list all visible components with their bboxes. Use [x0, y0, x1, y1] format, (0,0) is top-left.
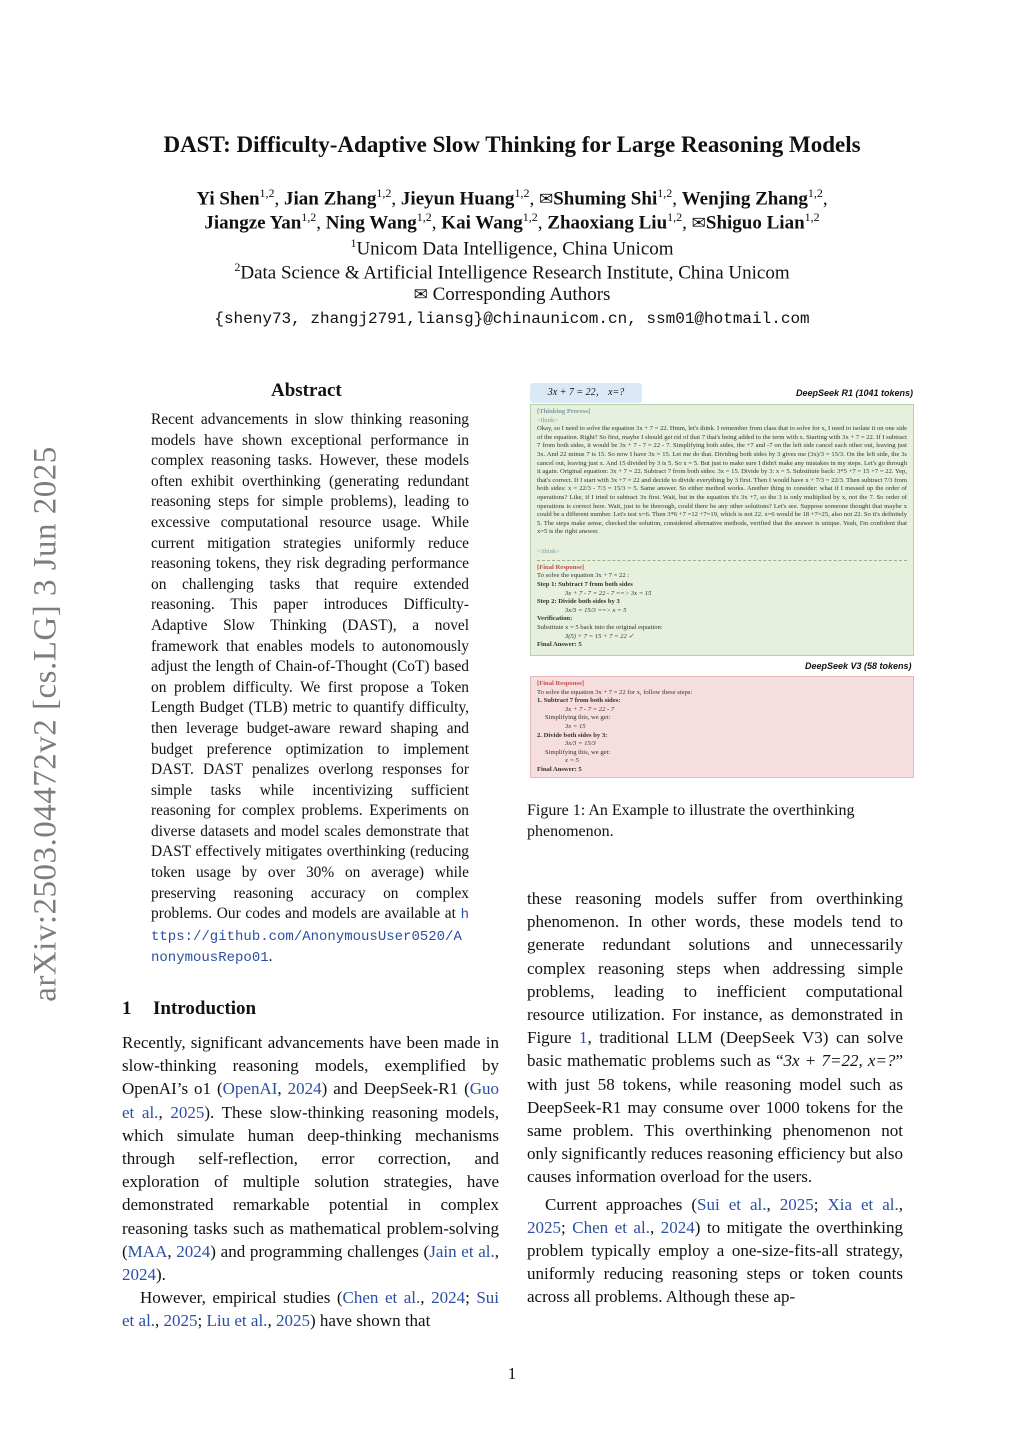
citation-link[interactable]: 1: [578, 1028, 588, 1048]
paper-title: DAST: Difficulty-Adaptive Slow Thinking for Large Reasoning Models: [163, 132, 861, 157]
figure-response-line: Final Answer: 5: [537, 641, 582, 649]
figure-response-line: 1. Subtract 7 from both sides:: [537, 697, 621, 705]
arxiv-sidebar-stamp: arXiv:2503.04472v2 [cs.LG] 3 Jun 2025: [27, 446, 64, 1002]
figure-response-line: Step 1: Subtract 7 from both sides: [537, 580, 633, 588]
abstract-body: Recent advancements in slow thinking reasoning models have shown exceptional performance in complex reasoning tasks. However, these models often exhibit overthinking (generating redundant reasoning steps for simple problems), leading to excessive computational resource usage. While current mitigation strategies uniformly reduce reasoning tokens, they risk degrading performance on challenging tasks that require extended reasoning. This paper introduces Difficulty-Adaptive Slow Thinking (DAST), a novel framework that enables models to autonomously adjust the length of Chain-of-Thought (CoT) based on problem difficulty. We first propose a Token Length Budget (TLB) metric to quantify difficulty, then leverage budget-aware reward shaping and budget preference optimization to implement DAST. DAST penalizes overlong responses for simple tasks while incentivizing sufficient reasoning for complex problems. Experiments on diverse datasets and model scales demonstrate that DAST effectively mitigates overthinking (reducing token usage by over 30% on average) while preserving reasoning accuracy on complex problems. Our codes and models are available at https://github.com/AnonymousUser0520/AnonymousRepo01.: [151, 411, 469, 967]
deepseek-r1-response-box: [Thinking Process] <think> Okay, so I need to solve the equation 3x + 7 = 22. Hmm, let's think. I remember from class that to solve for x, I need to isolate it on one side of the equation. Right? So first, maybe I should get rid of that 7 that's being added to the term with x. Starting with 3x + 7 = 22. If I subtract 7 from both sides, it would be 3x + 7 - 7 = 22 - 7. Simplifying both sides, the +7 and -7 on the left side cancel each other out, leaving just 3x. And 22 minus 7 is 15. So now I have 3x = 15. Let me do that. Dividing both sides by 3 gives me (3x)/3 = 15/3. On the left side, the 3s cancel out, leaving just x. And 15 divided by 3 is 5. So x = 5. But just to make sure I didn't make any mistakes in my steps. Let's go through it again. Original equation: 3x + 7 = 22. Subtract 7 from both sides: 3x = 15. Divide by 3: x = 5. Substitute back: 3*5 +7 = 15 +7 = 22. Yep, that's correct. If I start with 3x +7 = 22 and decide to divide everything by 3 first. Then I would have x + 7/3 = 22/3. Then subtract 7/3 from both sides: x = 22/3 - 7/3 = 15/3 = 5. Same answer. So either method works. Another thing to consider: what if I messed up the order of operations? Like, if I tried to subtract 3x first. Wait, but in the equation it's 3x +7, so the 3 is only multiplied by x, not the 7. So order of operations is correct here. Wait, just to be thorough, could there be any other solutions? Let's see. Suppose someone thought that maybe x could be a different number. Let's test x=6. Then 3*6 +7 =12 +7=19, which is not 22. x=6 would be 18 +7=25, also not 22. So it's definitely 5. The steps make sense, checked the solution, considered alternative methods, verified that the answer is unique. Yeah, I'm confident that x=5 is the right answer. </think> [Final Response] To solve the equation 3x + 7 = 22 : Step 1: Subtract 7 from both sides 3x + 7 - 7 = 22 - 7 ==> 3x = 15 Step 2: Divide both sides by 3 3x/3 = 15/3 ==> x = 5 Verification: Substitute x = 5 back into the original equation: 3(5) + 7 = 15 + 7 = 22 ✓ Final Answer: 5: [530, 404, 914, 656]
author-emails: {sheny73, zhangj2791,liansg}@chinaunicom.cn, ssm01@hotmail.com: [214, 310, 810, 328]
citation-link[interactable]: Liu et al.: [206, 1311, 268, 1331]
envelope-icon: ✉: [538, 189, 554, 209]
citation-link[interactable]: 2024: [176, 1241, 211, 1261]
figure-response-line: Final Answer: 5: [537, 765, 582, 773]
author-name: Zhaoxiang Liu: [547, 212, 668, 234]
abstract-heading: Abstract: [271, 380, 342, 401]
deepseek-v3-label: DeepSeek V3 (58 tokens): [805, 661, 912, 671]
affiliation-1: $^1$Unicom Data Intelligence, China Unicom: [350, 236, 674, 260]
deepseek-v3-final-response: [537, 689, 907, 775]
figure-response-line: Step 2: Divide both sides by 3: [537, 598, 620, 606]
figure-response-line: Verification:: [537, 615, 573, 623]
figure-response-line: 3x/3 = 15/3: [565, 740, 596, 748]
section-heading-introduction: 1 Introduction: [122, 998, 257, 1019]
citation-link[interactable]: Jain et al.: [429, 1241, 495, 1261]
citation-link[interactable]: 2024: [122, 1265, 156, 1285]
author-name: Wenjing Zhang: [681, 188, 808, 210]
figure-response-line: Simplifying this, we get:: [545, 748, 611, 756]
intro-paragraph-2: However, empirical studies (Chen et al., 2024; Sui et al., 2025; Liu et al., 2025) have shown that: [122, 1288, 500, 1331]
deepseek-r1-label: DeepSeek R1 (1041 tokens): [796, 388, 914, 398]
figure-response-line: Substitute x = 5 back into the original equation:: [537, 623, 663, 631]
citation-link[interactable]: 2025: [779, 1194, 814, 1214]
citation-link[interactable]: Xia et al.: [827, 1194, 899, 1214]
citation-link[interactable]: Chen et al.: [572, 1217, 650, 1237]
page-number: 1: [507, 1364, 517, 1383]
citation-link[interactable]: 2024: [660, 1217, 695, 1237]
citation-link[interactable]: OpenAI: [222, 1079, 278, 1099]
repo-link[interactable]: https://github.com/AnonymousUser0520/AnonymousRepo01: [151, 907, 469, 967]
figure-caption: Figure 1: An Example to illustrate the overthinking phenomenon.: [527, 802, 855, 840]
figure-response-line: To solve the equation 3x + 7 = 22 for x, follow these steps:: [537, 688, 693, 696]
author-name: Shuming Shi: [553, 188, 658, 210]
envelope-icon: ✉: [691, 213, 706, 233]
intro-paragraph-4: Current approaches (Sui et al., 2025; Xia et al., 2025; Chen et al., 2024) to mitigate the overthinking problem typically employ a one-size-fits-all strategy, uniformly reducing reasoning steps or token counts across all problems. Although these ap-: [527, 1194, 904, 1307]
figure-response-line: 2. Divide both sides by 3:: [537, 731, 608, 739]
thinking-text: Okay, so I need to solve the equation 3x + 7 = 22. Hmm, let's think. I remember from class that to solve for x, I need to isolate it on one side of the equation. Right? So first, maybe I should get rid of that 7 that's being added to the term with x. Starting with 3x + 7 = 22. If I subtract 7 from both sides, it would be 3x + 7 - 7 = 22 - 7. Simplifying both sides, the +7 and -7 on the left side cancel each other out, leaving just 3x. And 22 minus 7 is 15. So now I have 3x = 15. Let me do that. Dividing both sides by 3 gives me (3x)/3 = 15/3. On the left side, the 3s cancel out, leaving just x. And 15 divided by 3 is 5. So x = 5. But just to make sure I didn't make any mistakes in my steps. Let's go through it again. Original equation: 3x + 7 = 22. Subtract 7 from both sides: 3x = 15. Divide by 3: x = 5. Substitute back: 3*5 +7 = 15 +7 = 22. Yep, that's correct. If I start with 3x +7 = 22 and decide to divide everything by 3 first. Then I would have x + 7/3 = 22/3. Then subtract 7/3 from both sides: x = 22/3 - 7/3 = 15/3 = 5. Same answer. So either method works. Another thing to consider: what if I messed up the order of operations? Like, if I tried to subtract 3x first. Wait, but in the equation it's 3x +7, so the 3 is only multiplied by x, not the 7. So order of operations is correct here. Wait, just to be thorough, could there be any other solutions? Let's see. Suppose someone thought that maybe x could be a different number. Let's test x=6. Then 3*6 +7 =12 +7=19, which is not 22. x=6 would be 18 +7=25, also not 22. So it's definitely 5. The steps make sense, checked the solution, considered alternative methods, verified that the answer is unique. Yeah, I'm confident that x=5 is the right answer.: [537, 425, 907, 536]
author-name: Kai Wang: [441, 212, 523, 234]
author-name: Jiangze Yan: [204, 212, 302, 234]
citation-link[interactable]: 2025: [527, 1217, 561, 1237]
citation-link[interactable]: Sui et al.: [122, 1288, 500, 1331]
envelope-icon: ✉: [413, 285, 428, 304]
intro-paragraph-3: these reasoning models suffer from overthinking phenomenon. In other words, these models tend to generate redundant solutions and unnecessarily complex reasoning steps when addressing simple problems, leading to inefficient computational resource utilization. For instance, as demonstrated in Figure 1, traditional LLM (DeepSeek V3) can solve basic mathematic problems such as “3x + 7=22, x=?” with just 58 tokens, while reasoning model such as DeepSeek-R1 may consume over 1000 tokens for the same problem. This overthinking phenomenon not only significantly reduces reasoning efficiency but also causes information overload for the users.: [527, 889, 903, 1187]
figure-question-bubble: 3x + 7 = 22， x=?: [530, 383, 642, 403]
citation-link[interactable]: 2025: [170, 1102, 205, 1122]
figure-response-line: 3x + 7 - 7 = 22 - 7: [565, 705, 615, 713]
citation-link[interactable]: MAA: [127, 1241, 168, 1261]
citation-link[interactable]: 2025: [275, 1311, 310, 1331]
figure-response-line: To solve the equation 3x + 7 = 22 :: [537, 572, 630, 580]
author-name: Shiguo Lian: [705, 212, 805, 234]
citation-link[interactable]: Chen et al.: [342, 1288, 421, 1308]
author-name: Jian Zhang: [284, 188, 377, 210]
corresponding-authors-note: ✉ Corresponding Authors: [413, 284, 611, 305]
figure-response-line: Simplifying this, we get:: [545, 714, 611, 722]
affiliation-2: $^2$Data Science & Artificial Intelligence Research Institute, China Unicom: [234, 260, 790, 284]
citation-link[interactable]: 2024: [287, 1079, 322, 1099]
intro-column-right: [527, 887, 903, 1309]
author-name: Yi Shen: [196, 188, 260, 210]
figure-response-line: x = 5: [565, 757, 579, 765]
intro-paragraph-1: Recently, significant advancements have been made in slow-thinking reasoning models, exemplified by OpenAI’s o1 (OpenAI, 2024) and DeepSeek-R1 (Guo et al., 2025). These slow-thinking reasoning models, which simulate human deep-thinking mechanisms through self-reflection, error correction, and exploration of multiple solution strategies, have demonstrated remarkable potential in complex reasoning tasks such as mathematical problem-solving (MAA, 2024) and programming challenges (Jain et al., 2024).: [122, 1033, 500, 1285]
author-name: Jieyun Huang: [400, 188, 515, 210]
citation-link[interactable]: 2025: [163, 1311, 198, 1331]
authors-line-2: Jiangze Yan$^{1,2}$, Ning Wang$^{1,2}$, Kai Wang$^{1,2}$, Zhaoxiang Liu$^{1,2}$, ✉Shiguo Lian$^{1,2}$: [204, 210, 820, 234]
author-name: Ning Wang: [325, 212, 417, 234]
figure-response-line: 3x + 7 - 7 = 22 - 7 ==> 3x = 15: [565, 589, 652, 597]
deepseek-r1-final-response: [537, 572, 907, 649]
figure-response-line: 3(5) + 7 = 15 + 7 = 22 ✓: [565, 632, 634, 640]
citation-link[interactable]: 2024: [431, 1288, 466, 1308]
figure-response-line: 3x/3 = 15/3 ==> x = 5: [565, 606, 627, 614]
authors-line-1: Yi Shen$^{1,2}$, Jian Zhang$^{1,2}$, Jieyun Huang$^{1,2}$, ✉Shuming Shi$^{1,2}$, Wenjing Zhang$^{1,2}$,: [196, 186, 828, 210]
citation-link[interactable]: Guo et al.: [122, 1079, 500, 1122]
intro-column-left: [122, 1031, 499, 1333]
deepseek-v3-response-box: [Final Response] To solve the equation 3x + 7 = 22 for x, follow these steps: 1. Subtract 7 from both sides: 3x + 7 - 7 = 22 - 7 Simplifying this, we get: 3x = 15 2. Divide both sides by 3: 3x/3 = 15/3 Simplifying this, we get: x = 5 Final Answer: 5: [530, 676, 914, 778]
figure-response-line: 3x = 15: [565, 722, 586, 730]
citation-link[interactable]: Sui et al.: [697, 1194, 767, 1214]
